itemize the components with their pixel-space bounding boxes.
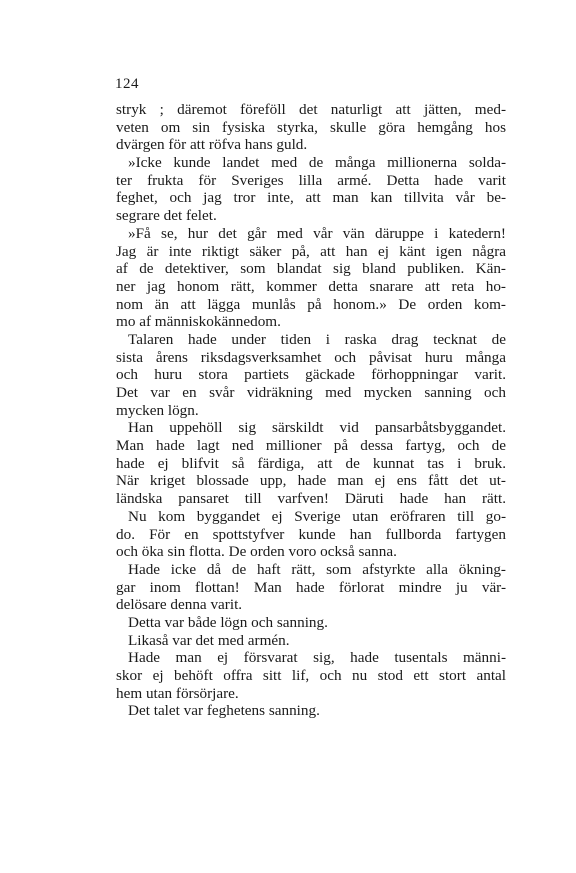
text-line: veten om sin fysiska styrka, skulle göra hemgång hos <box>116 118 506 136</box>
text-line: ner jag honom rätt, kommer detta snarare att reta ho- <box>116 277 506 295</box>
text-line: »Få se, hur det går med vår vän däruppe i katedern! <box>128 224 506 242</box>
text-line: ter frukta för Sveriges lilla armé. Detta hade varit <box>116 171 506 189</box>
text-line: Hade icke då de haft rätt, som afstyrkte alla ökning- <box>128 560 506 578</box>
text-line: Jag är inte riktigt säker på, att han ej känt igen några <box>116 242 506 260</box>
text-line: och öka sin flotta. De orden voro också sanna. <box>116 543 397 561</box>
text-line: mo af människokännedom. <box>116 313 281 331</box>
body-text <box>116 101 506 720</box>
text-line: hade ej blifvit så färdiga, att de kunnat tas i bruk. <box>116 454 506 472</box>
text-line: nom än att lägga munlås på honom.» De orden kom- <box>116 295 506 313</box>
text-line: och huru stora partiets gäckade förhoppningar varit. <box>116 366 506 384</box>
text-line: Nu kom byggandet ej Sverige utan eröfraren till go- <box>128 507 506 525</box>
text-line: Det talet var feghetens sanning. <box>128 702 320 720</box>
text-line: Han uppehöll sig särskildt vid pansarbåtsbyggandet. <box>128 419 506 437</box>
text-line: dvärgen för att röfva hans guld. <box>116 136 308 154</box>
text-line: af de detektiver, som blandat sig bland publiken. Kän- <box>116 260 506 278</box>
text-line: Det var en svår vidräkning med mycken sanning och <box>116 384 506 401</box>
text-line: hem utan försörjare. <box>116 684 239 702</box>
text-line: stryk ; däremot föreföll det naturligt att jätten, med- <box>116 101 506 118</box>
text-line: do. För en spottstyfver kunde han fullborda fartygen <box>116 525 506 543</box>
text-line: Detta var både lögn och sanning. <box>128 613 328 631</box>
text-line: delösare denna varit. <box>116 596 243 614</box>
text-line: skor ej behöft offra sitt lif, och nu stod ett stort antal <box>116 667 506 684</box>
text-line: feghet, och jag tror inte, att man kan tillvita vår be- <box>116 189 506 207</box>
page-number: 124 <box>115 76 139 92</box>
text-line: gar inom flottan! Man hade förlorat mindre ju vär- <box>116 578 506 596</box>
text-line: Talaren hade under tiden i raska drag tecknat de <box>128 330 506 348</box>
text-line: Man hade lagt ned millioner på dessa fartyg, och de <box>116 437 506 455</box>
text-line: sista årens riksdagsverksamhet och påvisat huru många <box>116 348 506 366</box>
text-line: Likaså var det med armén. <box>128 631 290 649</box>
text-line: segrare det felet. <box>116 207 217 225</box>
text-line: »Icke kunde landet med de många millionerna solda- <box>128 154 506 172</box>
text-line: När kriget blossade upp, hade man ej ens fått det ut- <box>116 472 506 490</box>
text-line: ländska pansaret till varfven! Däruti hade han rätt. <box>116 490 506 508</box>
text-line: mycken lögn. <box>116 401 199 419</box>
text-line: Hade man ej försvarat sig, hade tusentals männi- <box>128 649 506 667</box>
